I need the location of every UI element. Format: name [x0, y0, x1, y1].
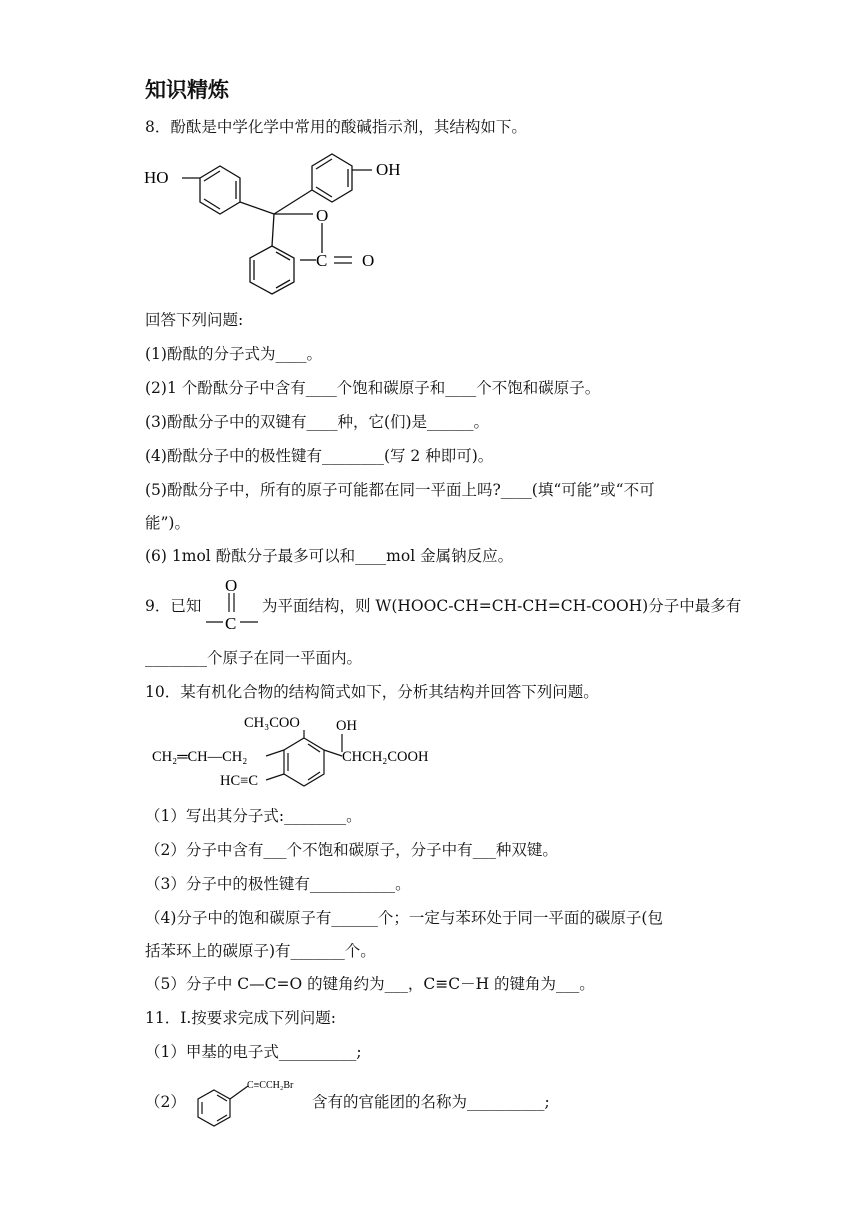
q11-item-1: （1）甲基的电子式__________;	[145, 1043, 362, 1061]
q10-item-1: （1）写出其分子式:________。	[145, 807, 362, 825]
phenolphthalein-structure	[140, 148, 430, 300]
q9-prefix: 9．已知	[145, 597, 202, 615]
acetoxy-label: CH₃COO	[244, 715, 300, 731]
carbonyl-c-label: C	[316, 251, 328, 270]
q8-item-5-cont: 能”)。	[145, 514, 190, 532]
q8-item-1: (1)酚酞的分子式为____。	[145, 345, 322, 363]
alkyne-label: HC≡C	[220, 773, 258, 789]
q10-item-5: （5）分子中 C—C=O 的键角约为___，C≡C－H 的键角为___。	[145, 975, 595, 993]
q10-compound-structure	[148, 708, 448, 794]
q8-item-4: (4)酚酞分子中的极性键有________(写 2 种即可)。	[145, 447, 494, 465]
q10-stem: 10．某有机化合物的结构简式如下，分析其结构并回答下列问题。	[145, 683, 599, 701]
q8-stem: 8．酚酞是中学化学中常用的酸碱指示剂，其结构如下。	[145, 118, 527, 136]
q8-item-5: (5)酚酞分子中，所有的原子可能都在同一平面上吗?____(填“可能”或“不可	[145, 481, 655, 499]
q11-stem: 11．I.按要求完成下列问题:	[145, 1009, 336, 1027]
section-title: 知识精炼	[145, 78, 229, 102]
q10-item-2: （2）分子中含有___个不饱和碳原子，分子中有___种双键。	[145, 841, 558, 859]
q10-item-4-cont: 括苯环上的碳原子)有_______个。	[145, 942, 376, 960]
carbonyl-c: C	[225, 614, 237, 632]
ho-label: HO	[144, 168, 169, 187]
q8-item-2: (2)1 个酚酞分子中含有____个饱和碳原子和____个不饱和碳原子。	[145, 379, 601, 397]
side-chain-label: CHCH₂COOH	[342, 749, 429, 765]
q10-item-4: （4)分子中的饱和碳原子有______个；一定与苯环处于同一平面的碳原子(包	[145, 909, 663, 927]
carbonyl-o-label: O	[362, 251, 375, 270]
q8-item-6: (6) 1mol 酚酞分子最多可以和____mol 金属钠反应。	[145, 547, 514, 565]
q10-item-3: （3）分子中的极性键有___________。	[145, 875, 411, 893]
carbonyl-o: O	[225, 576, 238, 595]
q11-item-2-suffix: 含有的官能团的名称为__________;	[312, 1093, 550, 1111]
q9-line2: ________个原子在同一平面内。	[145, 649, 363, 667]
ring-o-label: O	[316, 206, 329, 225]
oh-label: OH	[376, 160, 401, 179]
q8-prompt: 回答下列问题:	[145, 311, 244, 329]
q11-compound-structure	[192, 1074, 312, 1130]
q11-item-2-prefix: （2）	[145, 1093, 186, 1111]
carbonyl-structure	[202, 574, 262, 632]
bromopropynyl-label: C≡CCH₂Br	[247, 1080, 294, 1091]
q8-item-3: (3)酚酞分子中的双键有____种，它(们)是______。	[145, 413, 490, 431]
q9-suffix: 为平面结构，则 W(HOOC-CH=CH-CH=CH-COOH)分子中最多有	[262, 597, 742, 615]
hydroxyl-label: OH	[336, 718, 357, 734]
allyl-label: CH₂═CH—CH₂	[152, 749, 248, 765]
